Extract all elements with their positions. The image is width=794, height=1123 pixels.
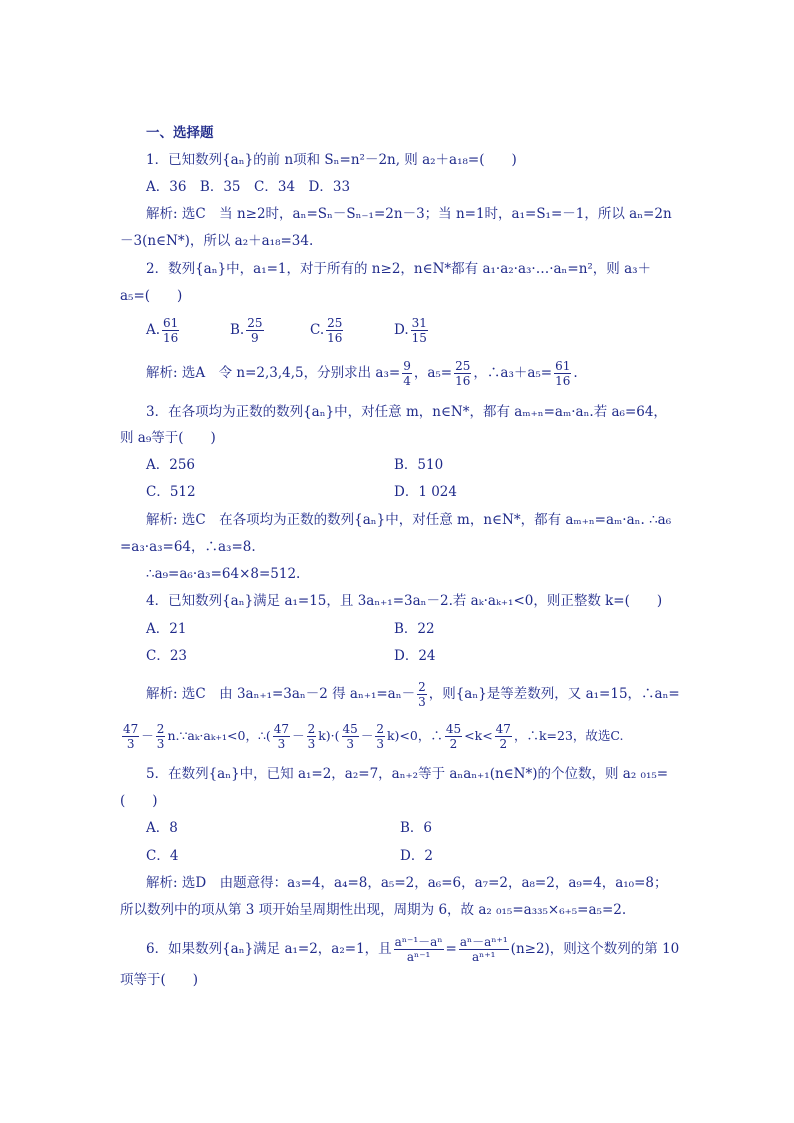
q2-option-b: B. $\frac{25}{9}$ — [230, 316, 263, 345]
q4-option-a: A．21 — [146, 621, 187, 637]
q5-option-c: C．4 — [146, 848, 179, 864]
q4-solution-line1: 解析: 选C 由 3aₙ₊₁=3aₙ－2 得 aₙ₊₁=aₙ－ $\frac{2}{3}$ ，则{aₙ}是等差数列，又 a₁=15，∴aₙ= — [146, 680, 680, 709]
q3-option-a: A．256 — [146, 457, 196, 473]
q2-option-d: D. $\frac{31}{15}$ — [394, 316, 427, 345]
q2-solution: 解析: 选A 令 n=2,3,4,5，分别求出 a₃= $\frac{9}{4}$ ，a₅= $\frac{25}{16}$ ，∴a₃＋a₅= $\frac{61}{16}$ . — [146, 359, 578, 388]
q2-option-c: C. $\frac{25}{16}$ — [310, 316, 343, 345]
q3-solution-line2: =a₃·a₃=64，∴a₃=8. — [120, 539, 256, 555]
q3-solution-line1: 解析: 选C 在各项均为正数的数列{aₙ}中，对任意 m，n∈N*，都有 aₘ₊ₙ=aₘ·aₙ. ∴a₆ — [146, 512, 672, 528]
q4-option-d: D．24 — [394, 648, 436, 664]
q4-option-b: B．22 — [394, 621, 435, 637]
q3-solution-line3: ∴a₉=a₆·a₃=64×8=512. — [146, 566, 301, 582]
q5-solution-line1: 解析: 选D 由题意得：a₃=4，a₄=8，a₅=2，a₆=6，a₇=2，a₈=2，a₉=4，a₁₀=8； — [146, 875, 668, 891]
q5-option-a: A．8 — [146, 820, 178, 836]
q1-stem: 1．已知数列{aₙ}的前 n项和 Sₙ=n²－2n, 则 a₂＋a₁₈=( ) — [146, 152, 517, 168]
q2-option-a: A. $\frac{61}{16}$ — [146, 316, 179, 345]
q4-stem: 4．已知数列{aₙ}满足 a₁=15，且 3aₙ₊₁=3aₙ－2.若 aₖ·aₖ₊₁<0，则正整数 k=( ) — [146, 593, 663, 609]
q3-stem-line1: 3．在各项均为正数的数列{aₙ}中，对任意 m，n∈N*，都有 aₘ₊ₙ=aₘ·aₙ.若 a₆=64， — [146, 404, 667, 420]
q1-solution-line1: 解析: 选C 当 n≥2时，aₙ=Sₙ－Sₙ₋₁=2n－3；当 n=1时，a₁=S₁=－1，所以 aₙ=2n — [146, 206, 672, 222]
q5-option-d: D．2 — [400, 848, 433, 864]
q6-stem-line2: 项等于( ) — [120, 972, 199, 988]
q1-solution-line2: －3(n∈N*)，所以 a₂＋a₁₈=34. — [120, 233, 314, 249]
q4-solution-line2: $\frac{47}{3}$ － $\frac{2}{3}$ n.∵aₖ·aₖ₊₁<0，∴( $\frac{47}{3}$ － $\frac{2}{3}$ k)·( $\frac{45}{3}$ － $\frac{2}{3}$ k)<0，∴ $\frac{45}{2}$ <k< $\frac{47}{2}$ ，∴k=23，故选C. — [123, 722, 624, 751]
q5-stem-line2: ( ) — [120, 793, 158, 809]
q3-option-b: B．510 — [394, 457, 444, 473]
q1-options: A．36 B．35 C．34 D．33 — [146, 179, 351, 195]
q5-solution-line2: 所以数列中的项从第 3 项开始呈周期性出现，周期为 6，故 a₂ ₀₁₅=a₃₃₅×₆₊₅=a₅=2. — [120, 902, 627, 918]
q3-option-c: C．512 — [146, 484, 196, 500]
q3-stem-line2: 则 a₉等于( ) — [120, 430, 216, 446]
q5-option-b: B．6 — [400, 820, 433, 836]
q2-stem-line2: a₅=( ) — [120, 288, 183, 304]
q2-stem-line1: 2．数列{aₙ}中，a₁=1，对于所有的 n≥2，n∈N*都有 a₁·a₂·a₃·…·aₙ=n²，则 a₃＋ — [146, 261, 652, 277]
q4-option-c: C．23 — [146, 648, 188, 664]
section-title: 一、选择题 — [146, 125, 214, 141]
q3-option-d: D．1 024 — [394, 484, 457, 500]
q5-stem-line1: 5．在数列{aₙ}中，已知 a₁=2，a₂=7，aₙ₊₂等于 aₙaₙ₊₁(n∈N*)的个位数，则 a₂ ₀₁₅= — [146, 766, 669, 782]
q6-stem-line1: 6．如果数列{aₙ}满足 a₁=2，a₂=1，且 $\frac{\text{aⁿ⁻¹－aⁿ}}{\text{aⁿ⁻¹}}$ = $\frac{\text{aⁿ－aⁿ⁺¹}}{\text{aⁿ⁺¹}}$ (n≥2)，则这个数列的第 10 — [146, 935, 680, 964]
